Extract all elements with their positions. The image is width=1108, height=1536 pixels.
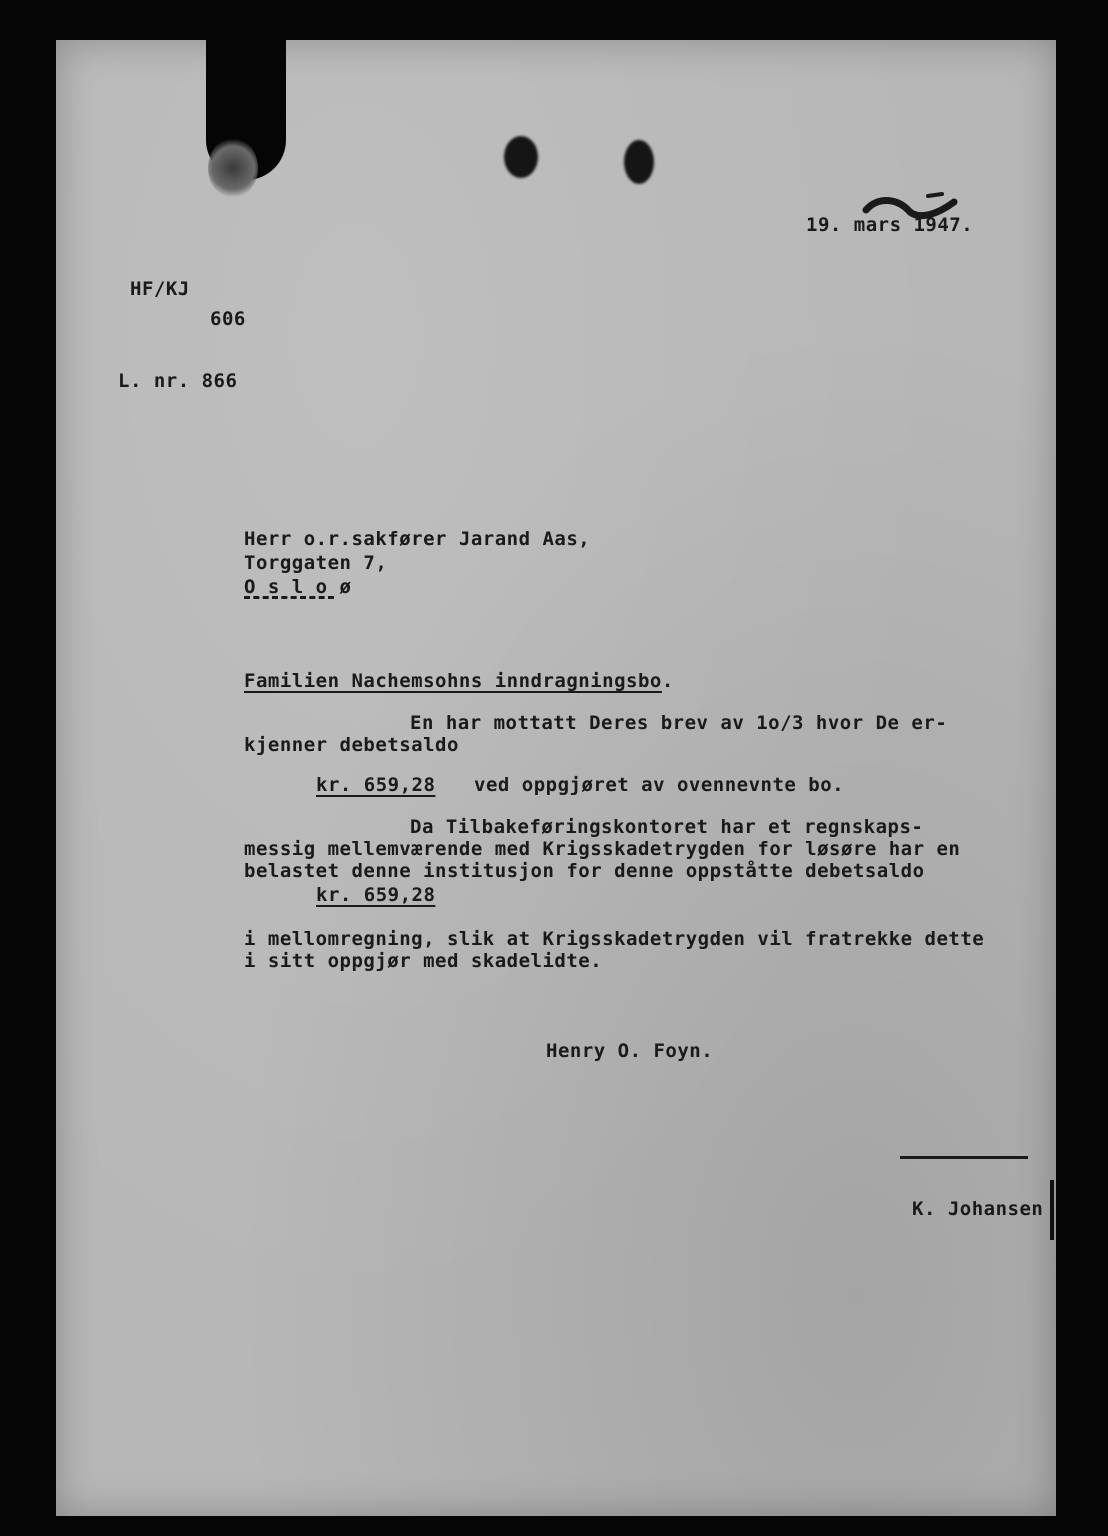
amount-1: kr. 659,28 bbox=[316, 774, 436, 796]
subject-period: . bbox=[661, 670, 674, 692]
amount-2: kr. 659,28 bbox=[316, 884, 436, 906]
recipient-name: Herr o.r.sakfører Jarand Aas, bbox=[244, 528, 591, 550]
body-p1-line2: kjenner debetsaldo bbox=[244, 734, 459, 756]
body-p1-line1: En har mottatt Deres brev av 1o/3 hvor De er- bbox=[410, 712, 948, 734]
body-p3-line2: i sitt oppgjør med skadelidte. bbox=[244, 950, 603, 972]
typist-name: K. Johansen bbox=[912, 1198, 1044, 1220]
body-p2-line2: messig mellemværende med Krigsskadetrygden for løsøre har en bbox=[244, 838, 961, 860]
recipient-city: O s l o ø bbox=[244, 576, 352, 598]
letter-date: 19. mars 1947. bbox=[806, 214, 974, 236]
body-p2-line3: belastet denne institusjon for denne oppståtte debetsaldo bbox=[244, 860, 925, 882]
subject-text: Familien Nachemsohns inndragningsbo bbox=[244, 670, 662, 692]
page-edge-mark bbox=[1050, 1180, 1054, 1240]
punch-hole-left bbox=[504, 136, 538, 178]
staple-hole bbox=[208, 138, 258, 198]
body-p3-line1: i mellomregning, slik at Krigsskadetrygden vil fratrekke dette bbox=[244, 928, 985, 950]
subject-line bbox=[244, 670, 674, 692]
reference-number: 606 bbox=[210, 308, 246, 330]
address-underline bbox=[244, 596, 334, 599]
body-p2-line1: Da Tilbakeføringskontoret har et regnskaps- bbox=[410, 816, 924, 838]
amount-1-text: ved oppgjøret av ovennevnte bo. bbox=[474, 774, 845, 796]
reference-initials: HF/KJ bbox=[130, 278, 190, 300]
punch-hole-right bbox=[624, 140, 654, 184]
signature: Henry O. Foyn. bbox=[546, 1040, 714, 1062]
recipient-street: Torggaten 7, bbox=[244, 552, 388, 574]
letter-number: L. nr. 866 bbox=[118, 370, 238, 392]
signature-rule bbox=[900, 1156, 1028, 1159]
